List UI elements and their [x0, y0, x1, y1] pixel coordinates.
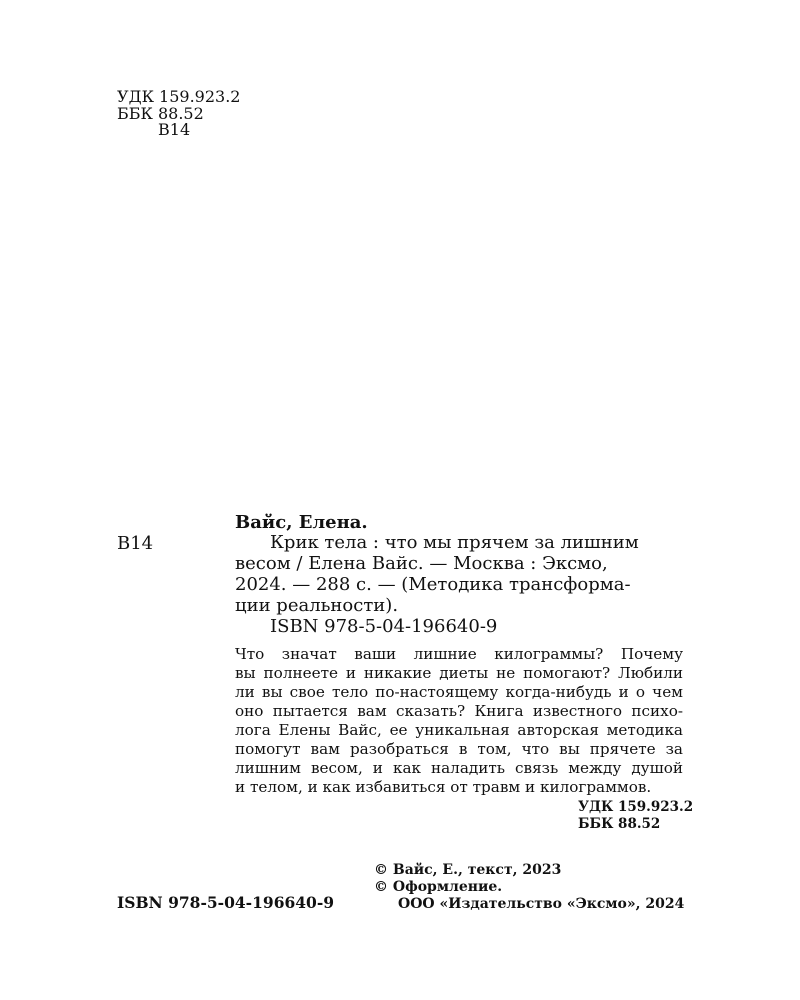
entry-author-code: В14 [117, 533, 154, 554]
annotation-line: вы полнеете и никакие диеты не помогают? Любили [235, 664, 683, 682]
entry-description-line: ции реальности). [235, 595, 399, 616]
entry-description-line: весом / Елена Вайс. — Москва : Эксмо, [235, 553, 608, 574]
annotation-line: оно пытается вам сказать? Книга известного психо- [235, 702, 683, 720]
annotation [235, 645, 683, 797]
annotation-bbk-code: ББК 88.52 [578, 816, 661, 832]
top-bbk-code: ББК 88.52 [117, 104, 204, 123]
copyright-publisher-line: ООО «Издательство «Эксмо», 2024 [398, 896, 685, 912]
entry-author: Вайс, Елена. [235, 512, 368, 533]
entry-isbn: ISBN 978-5-04-196640-9 [270, 616, 498, 637]
annotation-line: лога Елены Вайс, ее уникальная авторская методика [235, 721, 683, 739]
copyright-design-line: © Оформление. [374, 879, 503, 895]
annotation-line: помогут вам разобраться в том, что вы прячете за [235, 740, 683, 758]
copyright-text-line: © Вайс, Е., текст, 2023 [374, 862, 562, 878]
top-author-code: В14 [158, 120, 191, 139]
annotation-line: ли вы свое тело по-настоящему когда-нибудь и о чем [235, 683, 683, 701]
bottom-isbn: ISBN 978-5-04-196640-9 [117, 893, 335, 912]
entry-description-line: 2024. — 288 с. — (Методика трансформа- [235, 574, 631, 595]
annotation-line: лишним весом, и как наладить связь между душой [235, 759, 683, 777]
top-udk-code: УДК 159.923.2 [117, 87, 241, 106]
entry-description-line: Крик тела : что мы прячем за лишним [270, 532, 639, 553]
annotation-line: и телом, и как избавиться от травм и килограммов. [235, 778, 652, 796]
annotation-line: Что значат ваши лишние килограммы? Почему [235, 645, 683, 663]
annotation-udk-code: УДК 159.923.2 [578, 799, 694, 815]
